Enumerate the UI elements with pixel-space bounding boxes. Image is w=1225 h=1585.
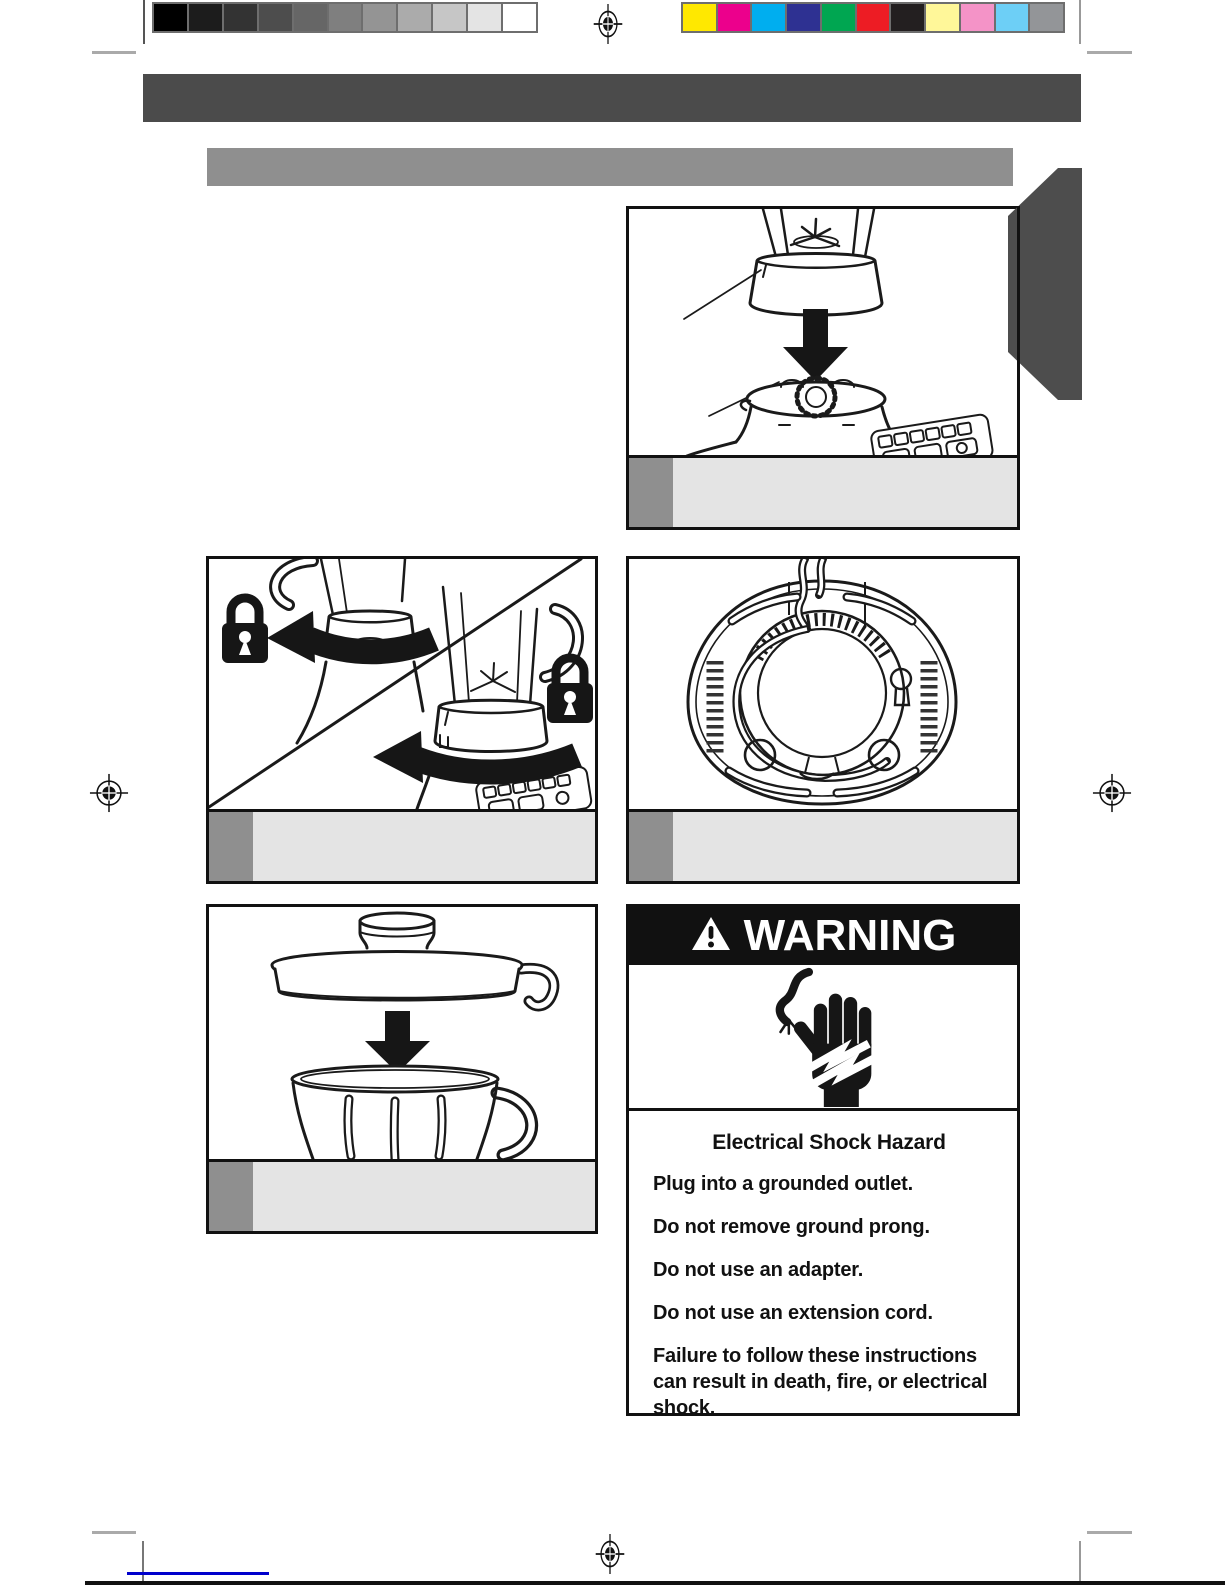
caption-bar xyxy=(209,1159,595,1231)
down-arrow-icon xyxy=(783,309,848,381)
crop-mark xyxy=(143,0,145,44)
warning-instruction: Do not use an extension cord. xyxy=(653,1302,933,1324)
calibration-swatch xyxy=(996,4,1029,31)
crop-mark xyxy=(1079,0,1081,44)
warning-text xyxy=(629,1111,1017,1421)
calibration-swatch xyxy=(752,4,785,31)
header-bar xyxy=(143,74,1081,122)
registration-mark-icon xyxy=(595,1533,625,1575)
warning-header xyxy=(629,907,1017,965)
warning-instruction: Do not use an adapter. xyxy=(653,1259,864,1281)
panel-lock-jar-to-base xyxy=(206,556,598,884)
caption-marker xyxy=(209,1162,253,1231)
caption-marker xyxy=(209,812,253,881)
calibration-swatch xyxy=(294,4,327,31)
warning-instruction: Do not remove ground prong. xyxy=(653,1216,930,1238)
calibration-swatch xyxy=(503,4,536,31)
registration-mark-icon xyxy=(1092,773,1132,813)
calibration-swatch xyxy=(683,4,716,31)
calibration-swatch xyxy=(787,4,820,31)
calibration-swatch xyxy=(433,4,466,31)
calibration-swatch xyxy=(398,4,431,31)
caption-bar xyxy=(629,455,1017,527)
calibration-swatch xyxy=(961,4,994,31)
crop-mark xyxy=(1079,1541,1081,1581)
lid-onto-jar-illustration xyxy=(209,907,595,1159)
lock-jar-illustration xyxy=(209,559,595,809)
calibration-swatch xyxy=(857,4,890,31)
link-underline xyxy=(127,1572,269,1575)
calibration-swatch xyxy=(718,4,751,31)
caption-bar xyxy=(629,809,1017,881)
warning-instruction: Failure to follow these instructions can result in death, fire, or electrical shock. xyxy=(653,1345,988,1419)
crop-mark xyxy=(1087,51,1132,54)
section-title-bar xyxy=(207,148,1013,186)
panel-border-line xyxy=(1017,206,1020,406)
jar-onto-base-illustration xyxy=(629,209,1017,455)
calibration-swatch xyxy=(329,4,362,31)
warning-instructions xyxy=(653,1171,1005,1421)
warning-instruction: Plug into a grounded outlet. xyxy=(653,1173,913,1195)
caption-marker xyxy=(629,812,673,881)
panel-cord-storage xyxy=(626,556,1020,884)
panel-place-jar-on-base xyxy=(626,206,1020,530)
warning-box xyxy=(626,904,1020,1419)
color-calibration-bar xyxy=(681,2,1065,33)
calibration-swatch xyxy=(926,4,959,31)
crop-mark xyxy=(92,51,136,54)
caption-marker xyxy=(629,458,673,527)
calibration-swatch xyxy=(259,4,292,31)
down-arrow-icon xyxy=(365,1011,430,1073)
calibration-swatch xyxy=(189,4,222,31)
registration-mark-icon xyxy=(593,3,623,45)
warning-triangle-icon xyxy=(690,915,732,958)
electric-shock-hand-icon xyxy=(629,965,1017,1111)
calibration-swatch xyxy=(468,4,501,31)
crop-mark xyxy=(142,1541,144,1583)
calibration-swatch xyxy=(891,4,924,31)
calibration-swatch xyxy=(1030,4,1063,31)
calibration-swatch xyxy=(224,4,257,31)
panel-place-lid-on-jar xyxy=(206,904,598,1234)
calibration-swatch xyxy=(822,4,855,31)
warning-title: WARNING xyxy=(743,911,957,960)
registration-mark-icon xyxy=(89,773,129,813)
crop-mark xyxy=(1087,1531,1132,1534)
hazard-title: Electrical Shock Hazard xyxy=(712,1131,946,1154)
grayscale-calibration-bar xyxy=(152,2,538,33)
cord-wrap-illustration xyxy=(629,559,1017,809)
page-edge xyxy=(85,1581,1225,1585)
crop-mark xyxy=(92,1531,136,1534)
lock-icon xyxy=(222,598,268,663)
calibration-swatch xyxy=(154,4,187,31)
calibration-swatch xyxy=(363,4,396,31)
caption-bar xyxy=(209,809,595,881)
